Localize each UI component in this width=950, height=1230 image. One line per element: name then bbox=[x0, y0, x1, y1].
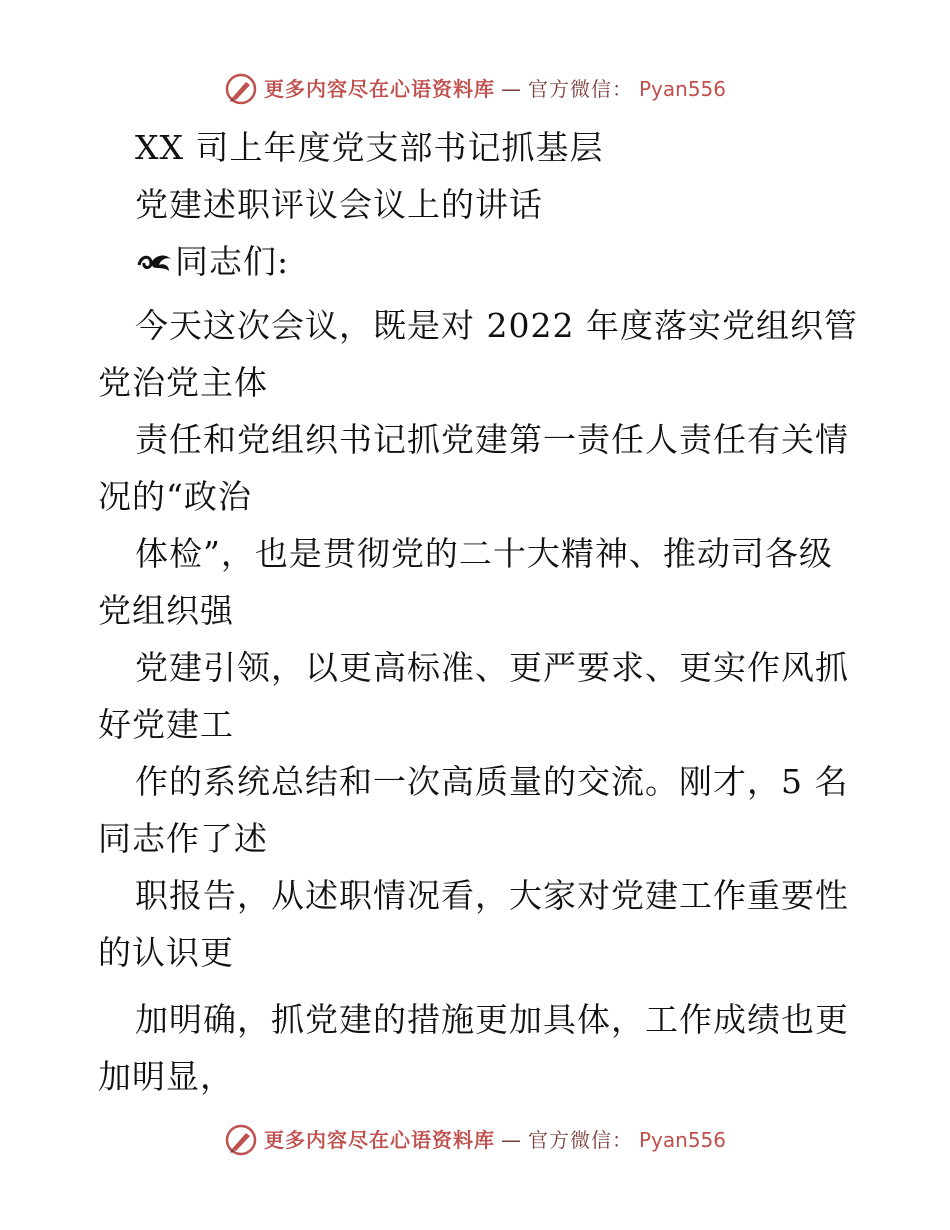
watermark-separator: — bbox=[500, 77, 522, 101]
watermark-wechat-id: Pyan556 bbox=[638, 77, 726, 101]
paragraph-line: 党建引领，以更高标准、更严要求、更实作风抓 bbox=[135, 648, 849, 687]
paragraph-line: 党组织强 bbox=[98, 591, 234, 630]
pen-logo-icon bbox=[224, 1123, 258, 1157]
paragraph-line: 责任和党组织书记抓党建第一责任人责任有关情 bbox=[135, 420, 849, 459]
paragraph-line: 加明显， bbox=[98, 1057, 234, 1096]
ornament-icon bbox=[135, 247, 175, 277]
watermark-separator: — bbox=[500, 1128, 522, 1152]
pen-logo-icon bbox=[224, 72, 258, 106]
paragraph-line: 今天这次会议，既是对 2022 年度落实党组织管 bbox=[135, 306, 858, 345]
document-title-line-1: XX 司上年度党支部书记抓基层 bbox=[135, 128, 604, 167]
greeting-line bbox=[135, 242, 289, 282]
paragraph-line: 好党建工 bbox=[98, 705, 234, 744]
watermark-wechat-id: Pyan556 bbox=[638, 1128, 726, 1152]
document-title-line-2: 党建述职评议会议上的讲话 bbox=[135, 185, 543, 224]
paragraph-line: 同志作了述 bbox=[98, 819, 268, 858]
paragraph-line: 的认识更 bbox=[98, 933, 234, 972]
paragraph-line: 加明确，抓党建的措施更加具体，工作成绩也更 bbox=[135, 1000, 849, 1039]
watermark-wechat-label: 官方微信： bbox=[527, 77, 633, 101]
paragraph-line: 体检”，也是贯彻党的二十大精神、推动司各级 bbox=[135, 534, 833, 573]
watermark-main-text: 更多内容尽在心语资料库 bbox=[263, 77, 495, 101]
greeting-text: 同志们: bbox=[175, 242, 290, 281]
paragraph-line: 职报告，从述职情况看，大家对党建工作重要性 bbox=[135, 876, 849, 915]
paragraph-line: 党治党主体 bbox=[98, 363, 268, 402]
watermark-wechat-label: 官方微信： bbox=[527, 1128, 633, 1152]
watermark-main-text: 更多内容尽在心语资料库 bbox=[263, 1128, 495, 1152]
paragraph-line: 况的“政治 bbox=[98, 477, 252, 516]
footer-watermark bbox=[0, 1123, 950, 1157]
paragraph-line: 作的系统总结和一次高质量的交流。刚才，5 名 bbox=[135, 762, 849, 801]
header-watermark bbox=[0, 72, 950, 106]
